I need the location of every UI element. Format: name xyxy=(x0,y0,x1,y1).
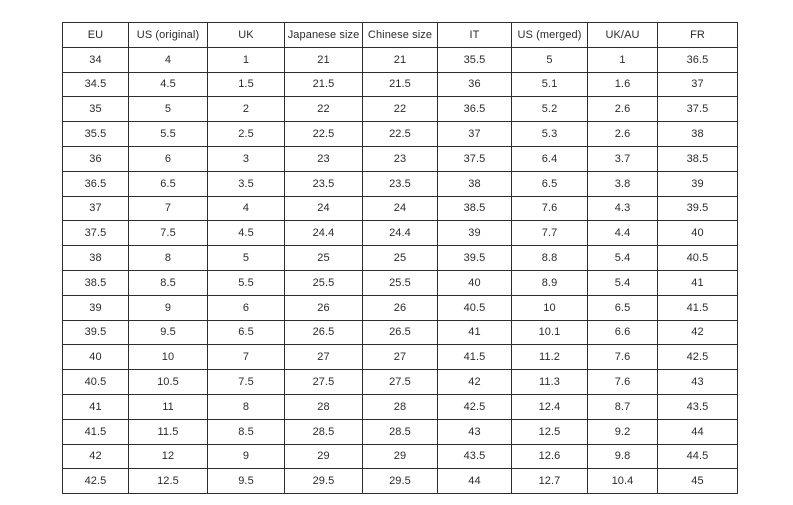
shoe-size-conversion-table xyxy=(62,22,738,494)
table-cell: 23 xyxy=(285,146,363,171)
table-cell: 43.5 xyxy=(658,394,738,419)
table-cell: 43.5 xyxy=(438,444,512,469)
table-cell: 11.2 xyxy=(512,345,588,370)
table-cell: 39 xyxy=(63,295,129,320)
table-cell: 5.2 xyxy=(512,97,588,122)
table-cell: 42 xyxy=(658,320,738,345)
table-cell: 41 xyxy=(438,320,512,345)
table-body xyxy=(63,47,738,493)
table-cell: 12.5 xyxy=(512,419,588,444)
table-cell: 11.3 xyxy=(512,370,588,395)
table-cell: 7 xyxy=(129,196,208,221)
table-row xyxy=(63,47,738,72)
table-cell: 9 xyxy=(129,295,208,320)
table-cell: 23.5 xyxy=(363,171,438,196)
table-cell: 10.5 xyxy=(129,370,208,395)
table-cell: 37 xyxy=(63,196,129,221)
table-row xyxy=(63,394,738,419)
table-cell: 6 xyxy=(208,295,285,320)
table-cell: 7.6 xyxy=(512,196,588,221)
table-cell: 40.5 xyxy=(63,370,129,395)
table-row xyxy=(63,345,738,370)
table-cell: 37 xyxy=(438,122,512,147)
table-cell: 24.4 xyxy=(285,221,363,246)
table-cell: 44.5 xyxy=(658,444,738,469)
table-cell: 28.5 xyxy=(285,419,363,444)
table-cell: 38.5 xyxy=(658,146,738,171)
table-cell: 11 xyxy=(129,394,208,419)
table-cell: 9 xyxy=(208,444,285,469)
column-header: Chinese size xyxy=(363,23,438,48)
table-cell: 6.5 xyxy=(588,295,658,320)
table-cell: 27 xyxy=(285,345,363,370)
table-cell: 12.7 xyxy=(512,469,588,494)
table-cell: 1 xyxy=(208,47,285,72)
table-cell: 24 xyxy=(285,196,363,221)
table-cell: 27.5 xyxy=(285,370,363,395)
table-cell: 22 xyxy=(285,97,363,122)
table-cell: 29 xyxy=(285,444,363,469)
header-row xyxy=(63,23,738,48)
table-cell: 21.5 xyxy=(363,72,438,97)
table-cell: 8 xyxy=(208,394,285,419)
table-cell: 5.4 xyxy=(588,270,658,295)
table-cell: 23.5 xyxy=(285,171,363,196)
table-cell: 24.4 xyxy=(363,221,438,246)
table-row xyxy=(63,146,738,171)
table-cell: 39 xyxy=(658,171,738,196)
table-cell: 41.5 xyxy=(438,345,512,370)
table-cell: 1.6 xyxy=(588,72,658,97)
table-cell: 42 xyxy=(438,370,512,395)
table-row xyxy=(63,246,738,271)
table-cell: 4 xyxy=(129,47,208,72)
table-cell: 6.6 xyxy=(588,320,658,345)
table-cell: 25 xyxy=(363,246,438,271)
table-cell: 40 xyxy=(438,270,512,295)
table-cell: 4.4 xyxy=(588,221,658,246)
table-cell: 8.5 xyxy=(208,419,285,444)
table-row xyxy=(63,370,738,395)
table-cell: 1 xyxy=(588,47,658,72)
column-header: FR xyxy=(658,23,738,48)
table-cell: 5.3 xyxy=(512,122,588,147)
table-cell: 38.5 xyxy=(63,270,129,295)
table-row xyxy=(63,270,738,295)
table-cell: 41.5 xyxy=(63,419,129,444)
table-cell: 27 xyxy=(363,345,438,370)
table-cell: 22.5 xyxy=(363,122,438,147)
table-row xyxy=(63,221,738,246)
table-cell: 6 xyxy=(129,146,208,171)
table-cell: 5.5 xyxy=(208,270,285,295)
table-cell: 5.4 xyxy=(588,246,658,271)
table-cell: 26 xyxy=(285,295,363,320)
table-cell: 38.5 xyxy=(438,196,512,221)
column-header: UK xyxy=(208,23,285,48)
table-cell: 37.5 xyxy=(63,221,129,246)
table-cell: 12 xyxy=(129,444,208,469)
table-cell: 6.5 xyxy=(208,320,285,345)
table-cell: 10.1 xyxy=(512,320,588,345)
column-header: US (merged) xyxy=(512,23,588,48)
table-cell: 45 xyxy=(658,469,738,494)
table-cell: 8.9 xyxy=(512,270,588,295)
table-cell: 41 xyxy=(63,394,129,419)
table-cell: 7.6 xyxy=(588,370,658,395)
table-cell: 4.5 xyxy=(129,72,208,97)
table-cell: 1.5 xyxy=(208,72,285,97)
table-cell: 4.3 xyxy=(588,196,658,221)
column-header: Japanese size xyxy=(285,23,363,48)
table-cell: 42.5 xyxy=(658,345,738,370)
table-cell: 24 xyxy=(363,196,438,221)
table-cell: 39.5 xyxy=(63,320,129,345)
table-cell: 7.6 xyxy=(588,345,658,370)
table-cell: 9.2 xyxy=(588,419,658,444)
table-cell: 36.5 xyxy=(438,97,512,122)
column-header: EU xyxy=(63,23,129,48)
table-cell: 6.4 xyxy=(512,146,588,171)
table-cell: 2.6 xyxy=(588,97,658,122)
table-cell: 35 xyxy=(63,97,129,122)
table-cell: 8 xyxy=(129,246,208,271)
table-cell: 2 xyxy=(208,97,285,122)
table-cell: 40 xyxy=(658,221,738,246)
table-cell: 3.5 xyxy=(208,171,285,196)
table-cell: 34 xyxy=(63,47,129,72)
table-cell: 11.5 xyxy=(129,419,208,444)
table-cell: 27.5 xyxy=(363,370,438,395)
table-cell: 36 xyxy=(438,72,512,97)
table-row xyxy=(63,122,738,147)
table-cell: 37 xyxy=(658,72,738,97)
table-cell: 9.5 xyxy=(208,469,285,494)
table-row xyxy=(63,469,738,494)
table-cell: 26 xyxy=(363,295,438,320)
table-cell: 12.5 xyxy=(129,469,208,494)
table-cell: 21.5 xyxy=(285,72,363,97)
table-cell: 3.7 xyxy=(588,146,658,171)
table-row xyxy=(63,196,738,221)
table-cell: 10 xyxy=(512,295,588,320)
table-cell: 2.6 xyxy=(588,122,658,147)
table-cell: 40 xyxy=(63,345,129,370)
table-cell: 22.5 xyxy=(285,122,363,147)
table-cell: 42 xyxy=(63,444,129,469)
table-cell: 34.5 xyxy=(63,72,129,97)
table-cell: 8.8 xyxy=(512,246,588,271)
table-cell: 5 xyxy=(129,97,208,122)
table-cell: 43 xyxy=(438,419,512,444)
table-cell: 29.5 xyxy=(363,469,438,494)
table-cell: 5.1 xyxy=(512,72,588,97)
table-cell: 29 xyxy=(363,444,438,469)
table-cell: 37.5 xyxy=(438,146,512,171)
table-row xyxy=(63,72,738,97)
table-cell: 26.5 xyxy=(363,320,438,345)
table-cell: 40.5 xyxy=(438,295,512,320)
table-cell: 7.7 xyxy=(512,221,588,246)
table-cell: 21 xyxy=(285,47,363,72)
table-cell: 41.5 xyxy=(658,295,738,320)
table-cell: 42.5 xyxy=(438,394,512,419)
table-cell: 26.5 xyxy=(285,320,363,345)
table-cell: 37.5 xyxy=(658,97,738,122)
table-cell: 6.5 xyxy=(512,171,588,196)
table-cell: 12.6 xyxy=(512,444,588,469)
table-cell: 10.4 xyxy=(588,469,658,494)
table-row xyxy=(63,444,738,469)
table-cell: 3 xyxy=(208,146,285,171)
table-cell: 36.5 xyxy=(658,47,738,72)
table-cell: 44 xyxy=(438,469,512,494)
table-cell: 5 xyxy=(208,246,285,271)
table-cell: 23 xyxy=(363,146,438,171)
table-cell: 25.5 xyxy=(285,270,363,295)
table-cell: 7.5 xyxy=(129,221,208,246)
table-cell: 28 xyxy=(363,394,438,419)
table-cell: 4 xyxy=(208,196,285,221)
table-header xyxy=(63,23,738,48)
table-cell: 40.5 xyxy=(658,246,738,271)
column-header: UK/AU xyxy=(588,23,658,48)
table-cell: 39.5 xyxy=(658,196,738,221)
column-header: IT xyxy=(438,23,512,48)
table-cell: 35.5 xyxy=(63,122,129,147)
table-cell: 9.8 xyxy=(588,444,658,469)
table-cell: 10 xyxy=(129,345,208,370)
table-cell: 43 xyxy=(658,370,738,395)
table-cell: 6.5 xyxy=(129,171,208,196)
table-cell: 28.5 xyxy=(363,419,438,444)
table-cell: 38 xyxy=(658,122,738,147)
table-cell: 44 xyxy=(658,419,738,444)
table-cell: 7.5 xyxy=(208,370,285,395)
table-cell: 28 xyxy=(285,394,363,419)
table-row xyxy=(63,295,738,320)
table-cell: 8.7 xyxy=(588,394,658,419)
table-cell: 38 xyxy=(438,171,512,196)
table-row xyxy=(63,171,738,196)
table-row xyxy=(63,97,738,122)
table-cell: 4.5 xyxy=(208,221,285,246)
table-row xyxy=(63,419,738,444)
table-cell: 39.5 xyxy=(438,246,512,271)
table-cell: 36.5 xyxy=(63,171,129,196)
table-cell: 8.5 xyxy=(129,270,208,295)
table-cell: 9.5 xyxy=(129,320,208,345)
table-cell: 39 xyxy=(438,221,512,246)
column-header: US (original) xyxy=(129,23,208,48)
table-cell: 25.5 xyxy=(363,270,438,295)
table-cell: 2.5 xyxy=(208,122,285,147)
table-cell: 21 xyxy=(363,47,438,72)
table-cell: 38 xyxy=(63,246,129,271)
table-cell: 25 xyxy=(285,246,363,271)
table-cell: 29.5 xyxy=(285,469,363,494)
table-cell: 36 xyxy=(63,146,129,171)
table-cell: 5 xyxy=(512,47,588,72)
table-cell: 41 xyxy=(658,270,738,295)
table-cell: 42.5 xyxy=(63,469,129,494)
table-cell: 12.4 xyxy=(512,394,588,419)
table-row xyxy=(63,320,738,345)
table-cell: 35.5 xyxy=(438,47,512,72)
table-cell: 5.5 xyxy=(129,122,208,147)
table-cell: 7 xyxy=(208,345,285,370)
table-cell: 22 xyxy=(363,97,438,122)
table-cell: 3.8 xyxy=(588,171,658,196)
